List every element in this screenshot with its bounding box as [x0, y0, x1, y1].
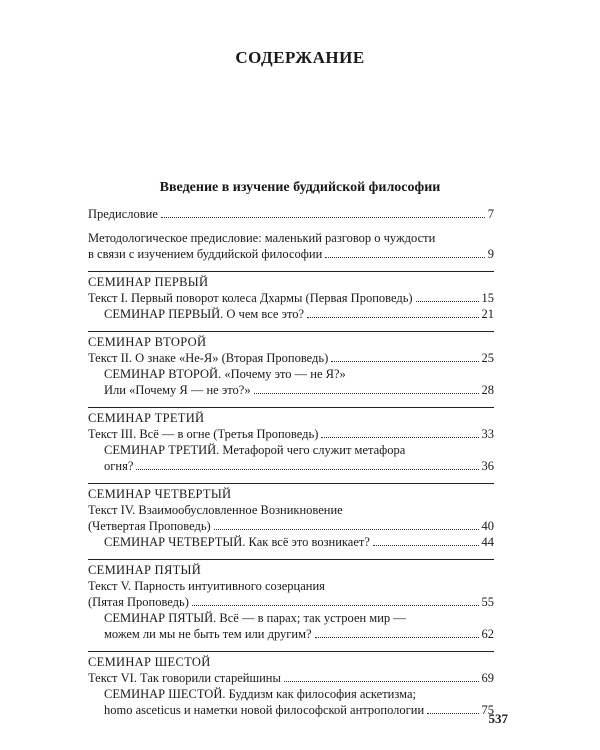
toc-entry-text-2[interactable]: [88, 350, 494, 366]
toc-entry-text: Текст IV. Взаимообусловленное Возникновение: [88, 503, 343, 517]
page-number: 537: [488, 711, 508, 726]
leader-dots: [373, 544, 479, 546]
toc-entry-text: Текст II. О знаке «Не-Я» (Вторая Проповедь): [88, 351, 329, 365]
seminar-heading: СЕМИНАР ПЕРВЫЙ: [88, 271, 494, 290]
toc-entry-seminar-3[interactable]: [88, 458, 494, 474]
toc-page-number: 7: [487, 207, 494, 221]
toc-entry-preface[interactable]: [88, 206, 494, 222]
toc-entry-text: Текст V. Парность интуитивного созерцания: [88, 579, 325, 593]
seminar-heading: СЕМИНАР ПЯТЫЙ: [88, 559, 494, 578]
toc-entry-text: Предисловие: [88, 207, 158, 221]
toc-entry-text-5[interactable]: [88, 594, 494, 610]
toc-page-number: 25: [481, 351, 494, 365]
seminar-heading: СЕМИНАР ТРЕТИЙ: [88, 407, 494, 426]
toc-entry-text-6[interactable]: [88, 670, 494, 686]
leader-dots: [427, 712, 478, 714]
toc-entry-seminar-2[interactable]: [88, 382, 494, 398]
toc-entry-text-4[interactable]: [88, 518, 494, 534]
toc-page-number: 62: [481, 627, 494, 641]
toc-page-number: 44: [481, 535, 494, 549]
leader-dots: [416, 300, 479, 302]
leader-dots: [331, 360, 478, 362]
toc-entry-seminar-1[interactable]: [88, 306, 494, 322]
leader-dots: [325, 256, 484, 258]
toc-entry-text: Или «Почему Я — не это?»: [104, 383, 251, 397]
toc-page-number: 40: [481, 519, 494, 533]
toc-entry-text: СЕМИНАР ПЯТЫЙ. Всё — в парах; так устроен мир —: [104, 611, 406, 625]
toc-entry-text: Методологическое предисловие: маленький разговор о чуждости: [88, 231, 436, 245]
toc-page-number: 21: [481, 307, 494, 321]
toc-page-number: 28: [481, 383, 494, 397]
toc-entry-text: Текст VI. Так говорили старейшины: [88, 671, 281, 685]
toc-entry-text: (Четвертая Проповедь): [88, 519, 211, 533]
seminar-heading: СЕМИНАР ЧЕТВЕРТЫЙ: [88, 483, 494, 502]
toc-entry-text: СЕМИНАР ЧЕТВЕРТЫЙ. Как всё это возникает?: [104, 535, 370, 549]
leader-dots: [136, 468, 478, 470]
toc-entry-text: (Пятая Проповедь): [88, 595, 189, 609]
toc-entry-seminar-6[interactable]: [88, 702, 494, 718]
toc-entry-text: СЕМИНАР ШЕСТОЙ. Буддизм как философия аскетизма;: [104, 687, 416, 701]
toc-entry-text-3[interactable]: [88, 426, 494, 442]
seminar-heading: СЕМИНАР ШЕСТОЙ: [88, 651, 494, 670]
toc-page-number: 9: [487, 247, 494, 261]
leader-dots: [254, 392, 479, 394]
toc-entry-text: СЕМИНАР ПЕРВЫЙ. О чем все это?: [104, 307, 305, 321]
leader-dots: [192, 604, 479, 606]
toc-entry-seminar-5[interactable]: [88, 626, 494, 642]
toc-entry-text: Текст I. Первый поворот колеса Дхармы (Первая Проповедь): [88, 291, 413, 305]
toc-page-number: 15: [481, 291, 494, 305]
leader-dots: [284, 680, 479, 682]
table-of-contents: [88, 206, 494, 718]
toc-page-number: 36: [481, 459, 494, 473]
toc-entry-text: СЕМИНАР ТРЕТИЙ. Метафорой чего служит метафора: [104, 443, 406, 457]
toc-entry-seminar-4[interactable]: [88, 534, 494, 550]
leader-dots: [307, 316, 478, 318]
leader-dots: [161, 216, 485, 218]
leader-dots: [321, 436, 478, 438]
toc-page-number: 75: [481, 703, 494, 717]
seminar-heading: СЕМИНАР ВТОРОЙ: [88, 331, 494, 350]
toc-entry-text: можем ли мы не быть тем или другим?: [104, 627, 312, 641]
toc-page-number: 33: [481, 427, 494, 441]
toc-page-number: 55: [481, 595, 494, 609]
toc-entry-methodological[interactable]: [88, 246, 494, 262]
toc-entry-text: СЕМИНАР ВТОРОЙ. «Почему это — не Я?»: [104, 367, 346, 381]
toc-entry-text: огня?: [104, 459, 134, 473]
toc-entry-text-1[interactable]: [88, 290, 494, 306]
toc-entry-text: в связи с изучением буддийской философии: [88, 247, 323, 261]
page-title: СОДЕРЖАНИЕ: [235, 48, 365, 67]
toc-entry-text: homo asceticus и наметки новой философской антропологии: [104, 703, 425, 717]
toc-page-number: 69: [481, 671, 494, 685]
section-title: Введение в изучение буддийской философии: [159, 180, 441, 195]
leader-dots: [214, 528, 479, 530]
leader-dots: [315, 636, 479, 638]
toc-entry-text: Текст III. Всё — в огне (Третья Проповедь): [88, 427, 319, 441]
